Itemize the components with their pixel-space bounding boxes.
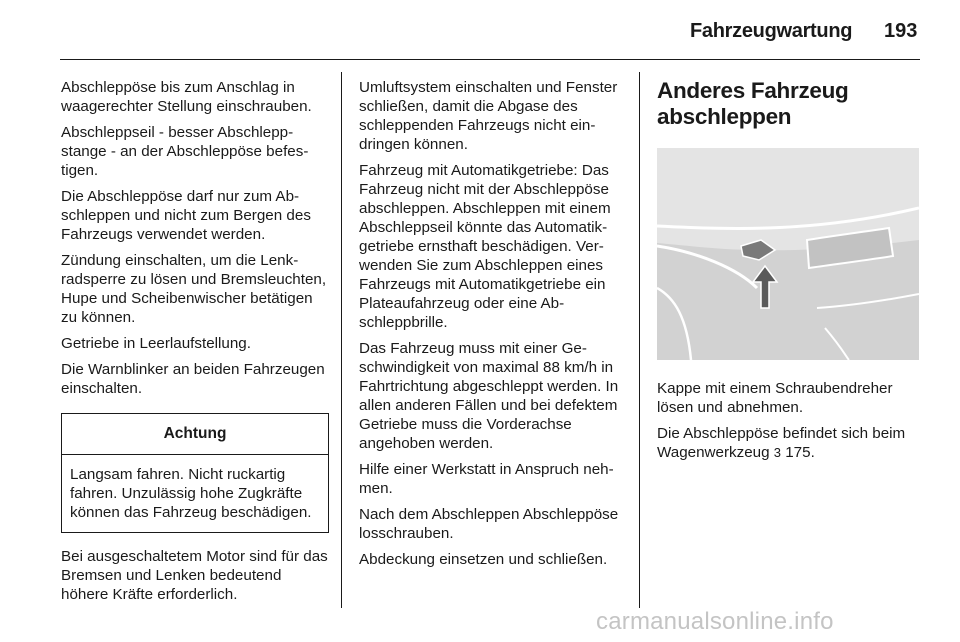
column-divider-1: [341, 72, 342, 608]
column-2: [359, 78, 627, 576]
warning-box: [61, 413, 329, 533]
column-1: [61, 78, 329, 611]
paragraph: Die Abschleppöse darf nur zum Abschleppen und nicht zum Bergen des Fahrzeugs verwendet werden.: [61, 188, 311, 243]
reference-paragraph: Die Abschleppöse befindet sich beim Wagenwerkzeug 3 175.: [657, 425, 906, 461]
column-3: [657, 78, 925, 469]
rear-bumper-tow-cover-illustration: [657, 148, 919, 360]
header-divider: [60, 59, 920, 60]
page-number: 193: [884, 20, 918, 42]
paragraph: Hilfe einer Werkstatt in Anspruch nehmen.: [359, 461, 614, 497]
bumper-illustration-icon: [657, 148, 919, 360]
paragraph: Nach dem Abschleppen Abschleppöse losschrauben.: [359, 506, 619, 542]
paragraph: Umluftsystem einschalten und Fenster schließen, damit die Abgase des schleppenden Fahrzeugs nicht eindringen können.: [359, 79, 618, 153]
paragraph: Bei ausgeschaltetem Motor sind für das Bremsen und Lenken bedeutend höhere Kräfte erforderlich.: [61, 548, 328, 603]
paragraph: Zündung einschalten, um die Lenkradsperre zu lösen und Bremsleuchten, Hupe und Scheibenwischer betätigen zu können.: [61, 252, 327, 326]
paragraph: Abschleppöse bis zum Anschlag in waagerechter Stellung einschrauben.: [61, 79, 312, 115]
warning-title: Achtung: [62, 414, 328, 455]
paragraph: Das Fahrzeug muss mit einer Geschwindigkeit von maximal 88 km/h in Fahrtrichtung abgeschleppt werden. In allen anderen Fällen und bei defektem Getriebe muss die Vorderachse angehoben werden.: [359, 340, 619, 452]
section-title: Anderes Fahrzeug abschleppen: [657, 78, 849, 129]
column-divider-2: [639, 72, 640, 608]
paragraph: Abdeckung einsetzen und schließen.: [359, 551, 608, 568]
watermark: carmanualsonline.info: [596, 608, 834, 635]
header-title: Fahrzeugwartung: [690, 20, 853, 42]
paragraph: Getriebe in Leerlaufstellung.: [61, 335, 251, 352]
paragraph: Die Warnblinker an beiden Fahrzeugen einschalten.: [61, 361, 325, 397]
paragraph: Fahrzeug mit Automatikgetriebe: Das Fahrzeug nicht mit der Abschleppöse abschleppen. Abschleppen mit einem Abschleppseil könnte das Automatikgetriebe ernsthaft beschädigen. Verwenden Sie zum Abschleppen eines Fahrzeugs mit Automatikgetriebe ein Plateaufahrzeug oder eine Abschleppbrille.: [359, 162, 611, 331]
reference-arrow-icon: 3: [773, 445, 782, 460]
paragraph: Abschleppseil - besser Abschleppstange - an der Abschleppöse befestigen.: [61, 124, 309, 179]
warning-text: Langsam fahren. Nicht ruckartig fahren. Unzulässig hohe Zugkräfte können das Fahrzeug beschädigen.: [70, 466, 312, 521]
paragraph: Kappe mit einem Schraubendreher lösen und abnehmen.: [657, 380, 893, 416]
